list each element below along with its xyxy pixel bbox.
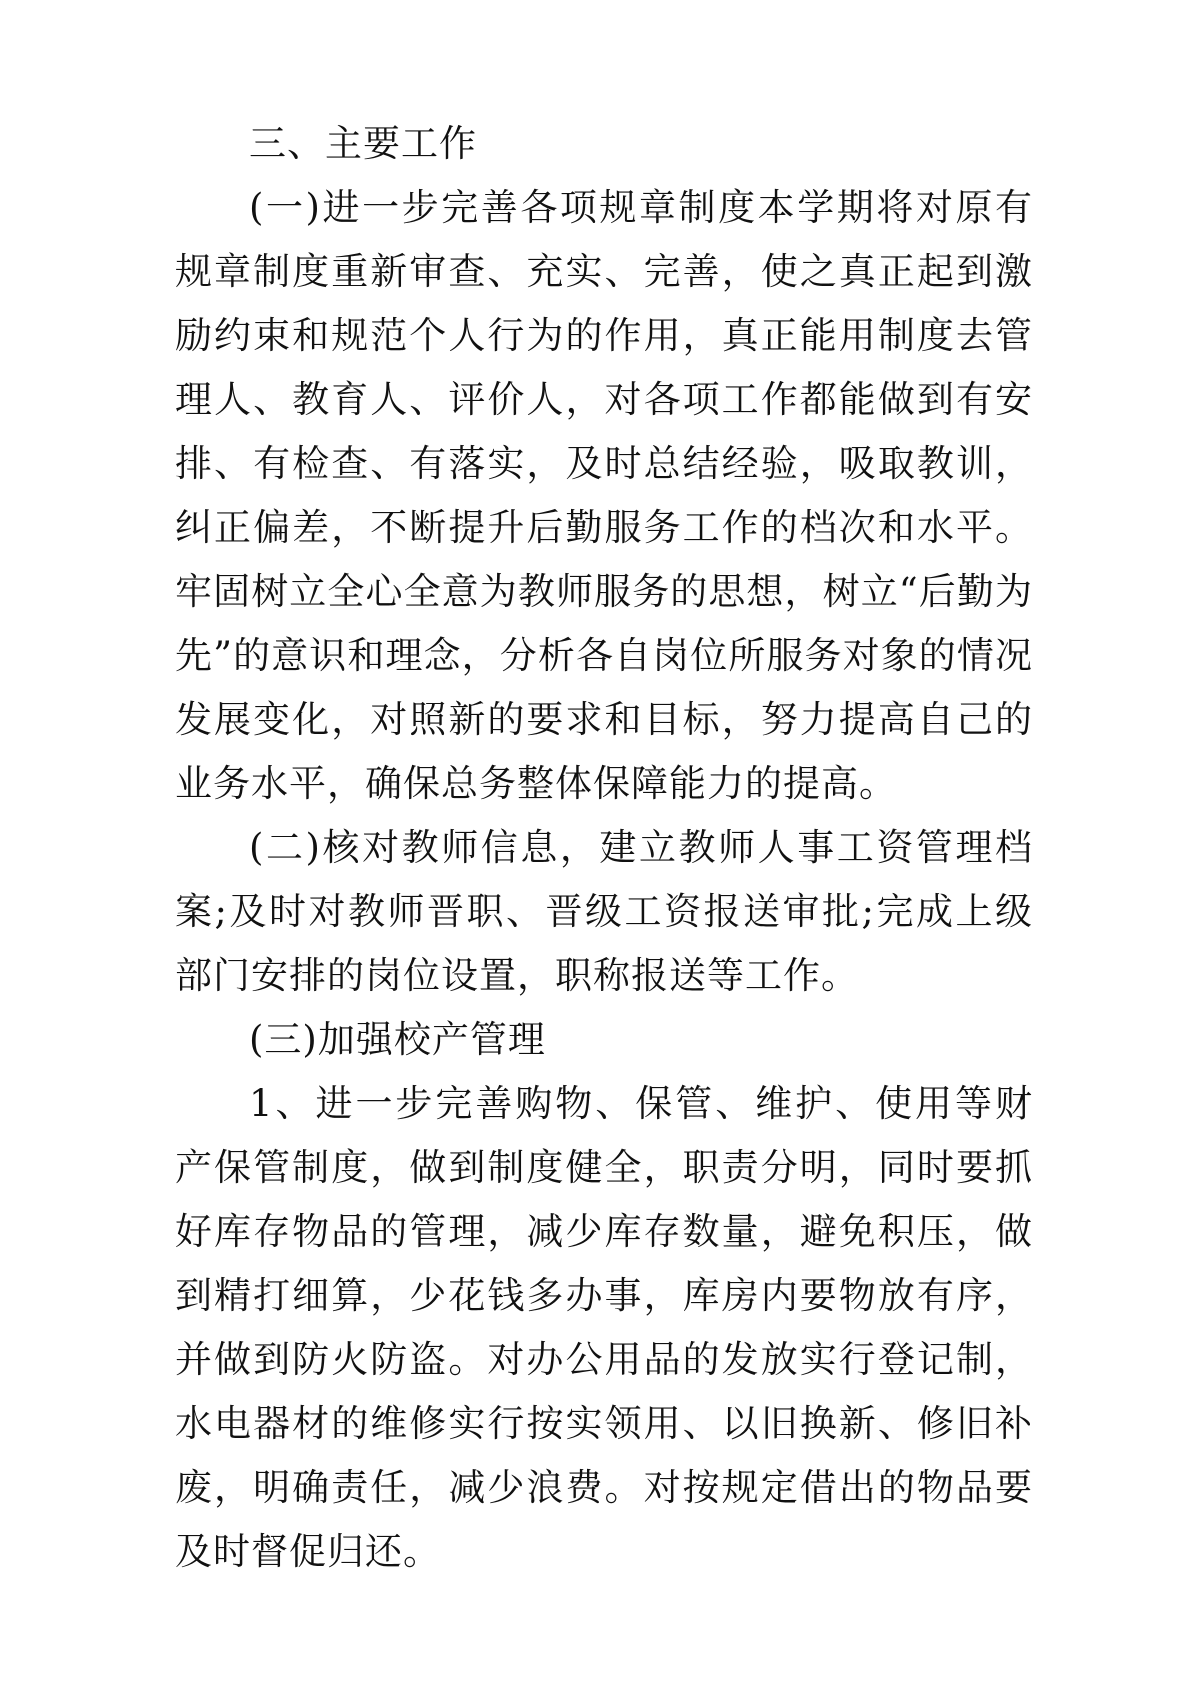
subheading-asset-management: (三)加强校产管理	[249, 1018, 546, 1061]
paragraph-regulations: (一)进一步完善各项规章制度本学期将对原有规章制度重新审查、充实、完善，使之真正起到激励约束和规范个人行为的作用，真正能用制度去管理人、教育人、评价人，对各项工作都能做到有安排、有检查、有落实，及时总结经验，吸取教训，纠正偏差，不断提升后勤服务工作的档次和水平。牢固树立全心全意为教师服务的思想，树立“后勤为先”的意识和理念，分析各自岗位所服务对象的情况发展变化，对照新的要求和目标，努力提高自己的业务水平，确保总务整体保障能力的提高。	[175, 186, 1033, 805]
section-heading: 三、主要工作	[249, 122, 477, 165]
document-body	[175, 112, 1033, 1584]
paragraph-teacher-info: (二)核对教师信息，建立教师人事工资管理档案;及时对教师晋职、晋级工资报送审批;完成上级部门安排的岗位设置，职称报送等工作。	[175, 826, 1033, 997]
paragraph-asset-rules: 1、进一步完善购物、保管、维护、使用等财产保管制度，做到制度健全，职责分明，同时要抓好库存物品的管理，减少库存数量，避免积压，做到精打细算，少花钱多办事，库房内要物放有序，并做到防火防盗。对办公用品的发放实行登记制，水电器材的维修实行按实领用、以旧换新、修旧补废，明确责任，减少浪费。对按规定借出的物品要及时督促归还。	[175, 1082, 1033, 1573]
